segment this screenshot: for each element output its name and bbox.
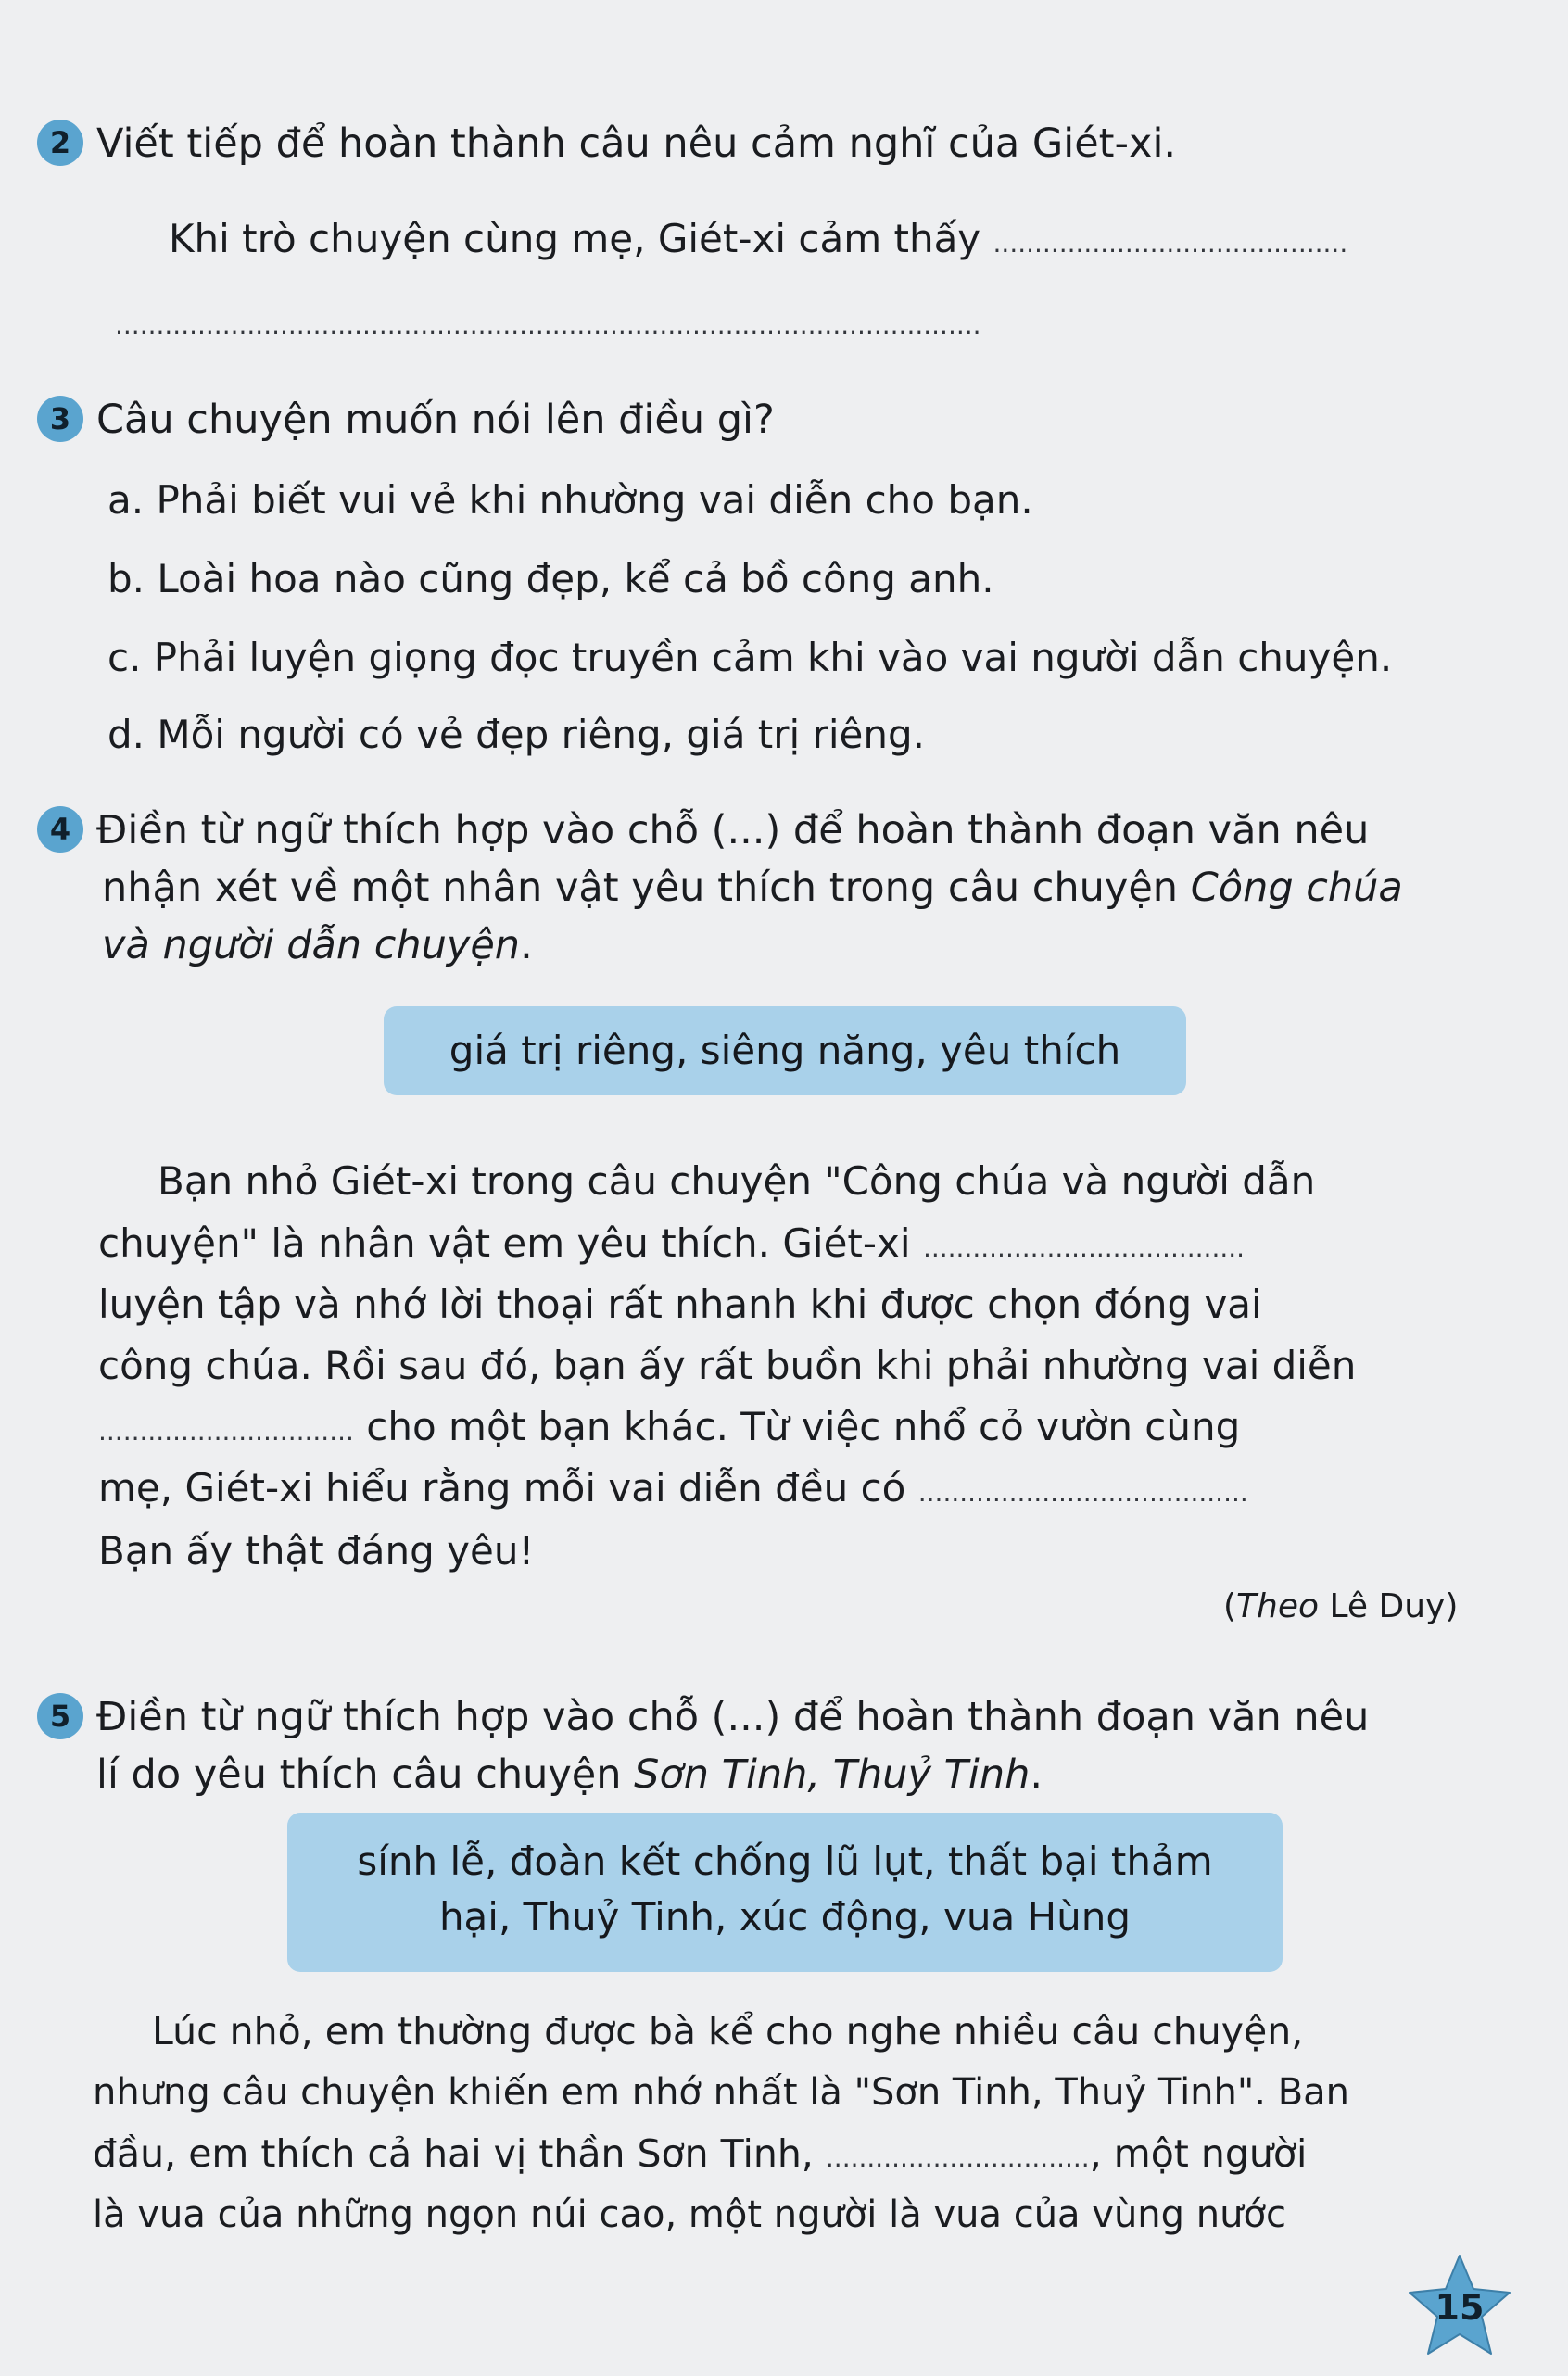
q4-para-line-1: Bạn nhỏ Giét-xi trong câu chuyện "Công chúa và người dẫn [158, 1158, 1316, 1204]
q5-para-text-3a: đầu, em thích cả hai vị thần Sơn Tinh, [93, 2131, 814, 2176]
q3-prompt [37, 394, 775, 446]
q4-prompt-text-2: nhận xét về một nhân vật yêu thích trong câu chuyện [102, 865, 1191, 911]
q4-word-box-text: giá trị riêng, siêng năng, yêu thích [449, 1028, 1121, 1073]
q5-para-line-4: là vua của những ngọn núi cao, một người là vua của vùng nước [93, 2193, 1286, 2236]
q4-answer-blank-3[interactable]: ........................................ [917, 1477, 1248, 1508]
q3-option-c[interactable]: c. Phải luyện giọng đọc truyền cảm khi vào vai người dẫn chuyện. [107, 635, 1393, 680]
q4-source-author: Lê Duy [1329, 1587, 1446, 1625]
q2-prompt-text: Viết tiếp để hoàn thành câu nêu cảm nghĩ của Giét-xi. [96, 120, 1177, 167]
q5-prompt-text-2: lí do yêu thích câu chuyện [96, 1751, 635, 1798]
q4-para-text-6: mẹ, Giét-xi hiểu rằng mỗi vai diễn đều có [98, 1465, 906, 1510]
q3-number-badge: 3 [37, 396, 83, 442]
q4-source-theo: Theo [1236, 1587, 1320, 1625]
page-number: 15 [1435, 2287, 1485, 2328]
q4-prompt-line-1 [37, 804, 1369, 856]
q4-story-title-1: Công chúa [1190, 865, 1403, 911]
q4-para-line-4: công chúa. Rồi sau đó, bạn ấy rất buồn khi phải nhường vai diễn [98, 1343, 1357, 1388]
q3-option-a[interactable]: a. Phải biết vui vẻ khi nhường vai diễn cho bạn. [107, 477, 1033, 523]
q5-story-title: Sơn Tinh, Thuỷ Tinh [634, 1751, 1031, 1798]
q2-answer-line [115, 295, 981, 351]
q4-para-line-7: Bạn ấy thật đáng yêu! [98, 1528, 535, 1573]
page-number-star [1404, 2252, 1515, 2363]
q4-prompt-line-2 [102, 862, 1403, 914]
q4-para-line-2 [98, 1218, 1245, 1274]
q5-prompt-text-1: Điền từ ngữ thích hợp vào chỗ (...) để hoàn thành đoạn văn nêu [96, 1694, 1370, 1740]
q5-para-text-3b: , một người [1089, 2131, 1308, 2176]
q4-answer-blank-1[interactable]: ....................................... [922, 1232, 1246, 1263]
q5-word-box [287, 1813, 1283, 1972]
q4-para-text-2: chuyện" là nhân vật em yêu thích. Giét-xi [98, 1220, 911, 1266]
q3-option-d[interactable]: d. Mỗi người có vẻ đẹp riêng, giá trị riêng. [107, 712, 925, 757]
q2-answer-blank-2[interactable]: ......................................................................................................... [115, 310, 981, 340]
q5-para-line-3 [93, 2128, 1307, 2184]
q3-option-b[interactable]: b. Loài hoa nào cũng đẹp, kể cả bồ công anh. [107, 556, 994, 601]
q5-para-line-1: Lúc nhỏ, em thường được bà kể cho nghe nhiều câu chuyện, [152, 2009, 1304, 2054]
q4-story-title-2: và người dẫn chuyện [102, 922, 521, 968]
q2-number-badge: 2 [37, 120, 83, 166]
q5-prompt-line-1 [37, 1691, 1369, 1743]
q2-sentence [169, 213, 1347, 270]
q4-para-text-5: cho một bạn khác. Từ việc nhổ cỏ vườn cùng [366, 1404, 1241, 1449]
q5-word-box-line-1: sính lễ, đoàn kết chống lũ lụt, thất bại thảm [357, 1839, 1213, 1884]
q4-prompt-line-3 [102, 919, 533, 971]
q2-sentence-start: Khi trò chuyện cùng mẹ, Giét-xi cảm thấy [169, 216, 981, 261]
q3-prompt-text: Câu chuyện muốn nói lên điều gì? [96, 397, 775, 443]
q5-para-line-2: nhưng câu chuyện khiến em nhớ nhất là "Sơn Tinh, Thuỷ Tinh". Ban [93, 2071, 1350, 2114]
q2-answer-blank-1[interactable]: ........................................... [993, 228, 1348, 259]
q5-number-badge: 5 [37, 1693, 83, 1739]
q5-prompt-period: . [1030, 1751, 1043, 1798]
q4-number-badge: 4 [37, 806, 83, 853]
q4-para-line-3: luyện tập và nhớ lời thoại rất nhanh khi được chọn đóng vai [98, 1282, 1262, 1327]
q4-para-line-6 [98, 1462, 1248, 1519]
q2-prompt [37, 118, 1176, 170]
q4-para-line-5 [98, 1401, 1240, 1458]
q4-prompt-text-1: Điền từ ngữ thích hợp vào chỗ (...) để hoàn thành đoạn văn nêu [96, 807, 1370, 853]
q5-answer-blank-1[interactable]: ................................ [825, 2142, 1090, 2173]
q5-prompt-line-2 [96, 1749, 1043, 1801]
q4-source: (Theo Lê Duy) [1223, 1587, 1459, 1625]
q4-answer-blank-2[interactable]: ............................... [98, 1416, 354, 1447]
q4-prompt-period: . [520, 922, 533, 968]
q4-word-box [384, 1006, 1186, 1095]
q5-word-box-line-2: hại, Thuỷ Tinh, xúc động, vua Hùng [438, 1894, 1132, 1940]
